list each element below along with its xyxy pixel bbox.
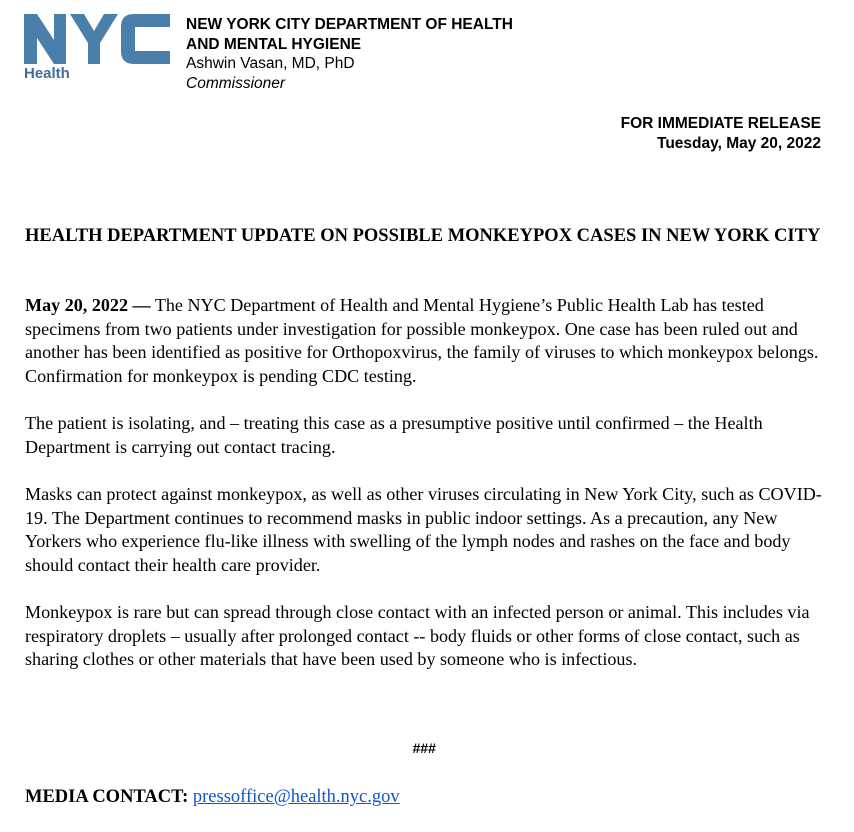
paragraph-4: Monkeypox is rare but can spread through close contact with an infected person or animal. This includes via respiratory droplets – usually after prolonged contact -- body fluids or other forms of close contact, such as sharing clothes or other materials that have been used by someone who is infectious. [25,602,810,669]
commissioner-title: Commissioner [186,74,286,92]
logo-health-label: Health [24,65,70,82]
agency-block [186,15,513,93]
paragraph-3: Masks can protect against monkeypox, as well as other viruses circulating in New York City, such as COVID-19. The Department continues to recommend masks in public indoor settings. As a precaution, any New Yorkers who experience flu-like illness with swelling of the lymph nodes and rashes on the face and body should contact their health care provider. [25,484,822,575]
agency-name-line2: AND MENTAL HYGIENE [186,35,362,53]
agency-name-line1: NEW YORK CITY DEPARTMENT OF HEALTH [186,16,513,33]
release-label: FOR IMMEDIATE RELEASE [620,115,821,132]
commissioner-name: Ashwin Vasan, MD, PhD [186,55,355,72]
release-block [621,114,821,153]
paragraph-2: The patient is isolating, and – treating this case as a presumptive positive until confirmed – the Health Department is carrying out contact tracing. [25,413,763,457]
media-contact [25,786,400,809]
release-date: Tuesday, May 20, 2022 [657,134,821,152]
paragraph-1-text: The NYC Department of Health and Mental Hygiene’s Public Health Lab has tested specimens from two patients under investigation for possible monkeypox. One case has been ruled out and another has been identified as positive for Orthopoxvirus, the family of viruses to which monkeypox belongs. Confirmation for monkeypox is pending CDC testing. [25,295,819,386]
press-email-link[interactable]: pressoffice@health.nyc.gov [192,787,400,807]
dateline: May 20, 2022 — [25,295,151,315]
nyc-logo-letters [24,14,170,64]
press-body [25,294,837,696]
media-contact-label: MEDIA CONTACT: [25,787,189,807]
paragraph-1 [25,294,837,388]
press-headline: HEALTH DEPARTMENT UPDATE ON POSSIBLE MONKEYPOX CASES IN NEW YORK CITY [25,226,821,246]
nyc-health-logo [24,14,170,84]
end-marker: ### [412,740,436,756]
